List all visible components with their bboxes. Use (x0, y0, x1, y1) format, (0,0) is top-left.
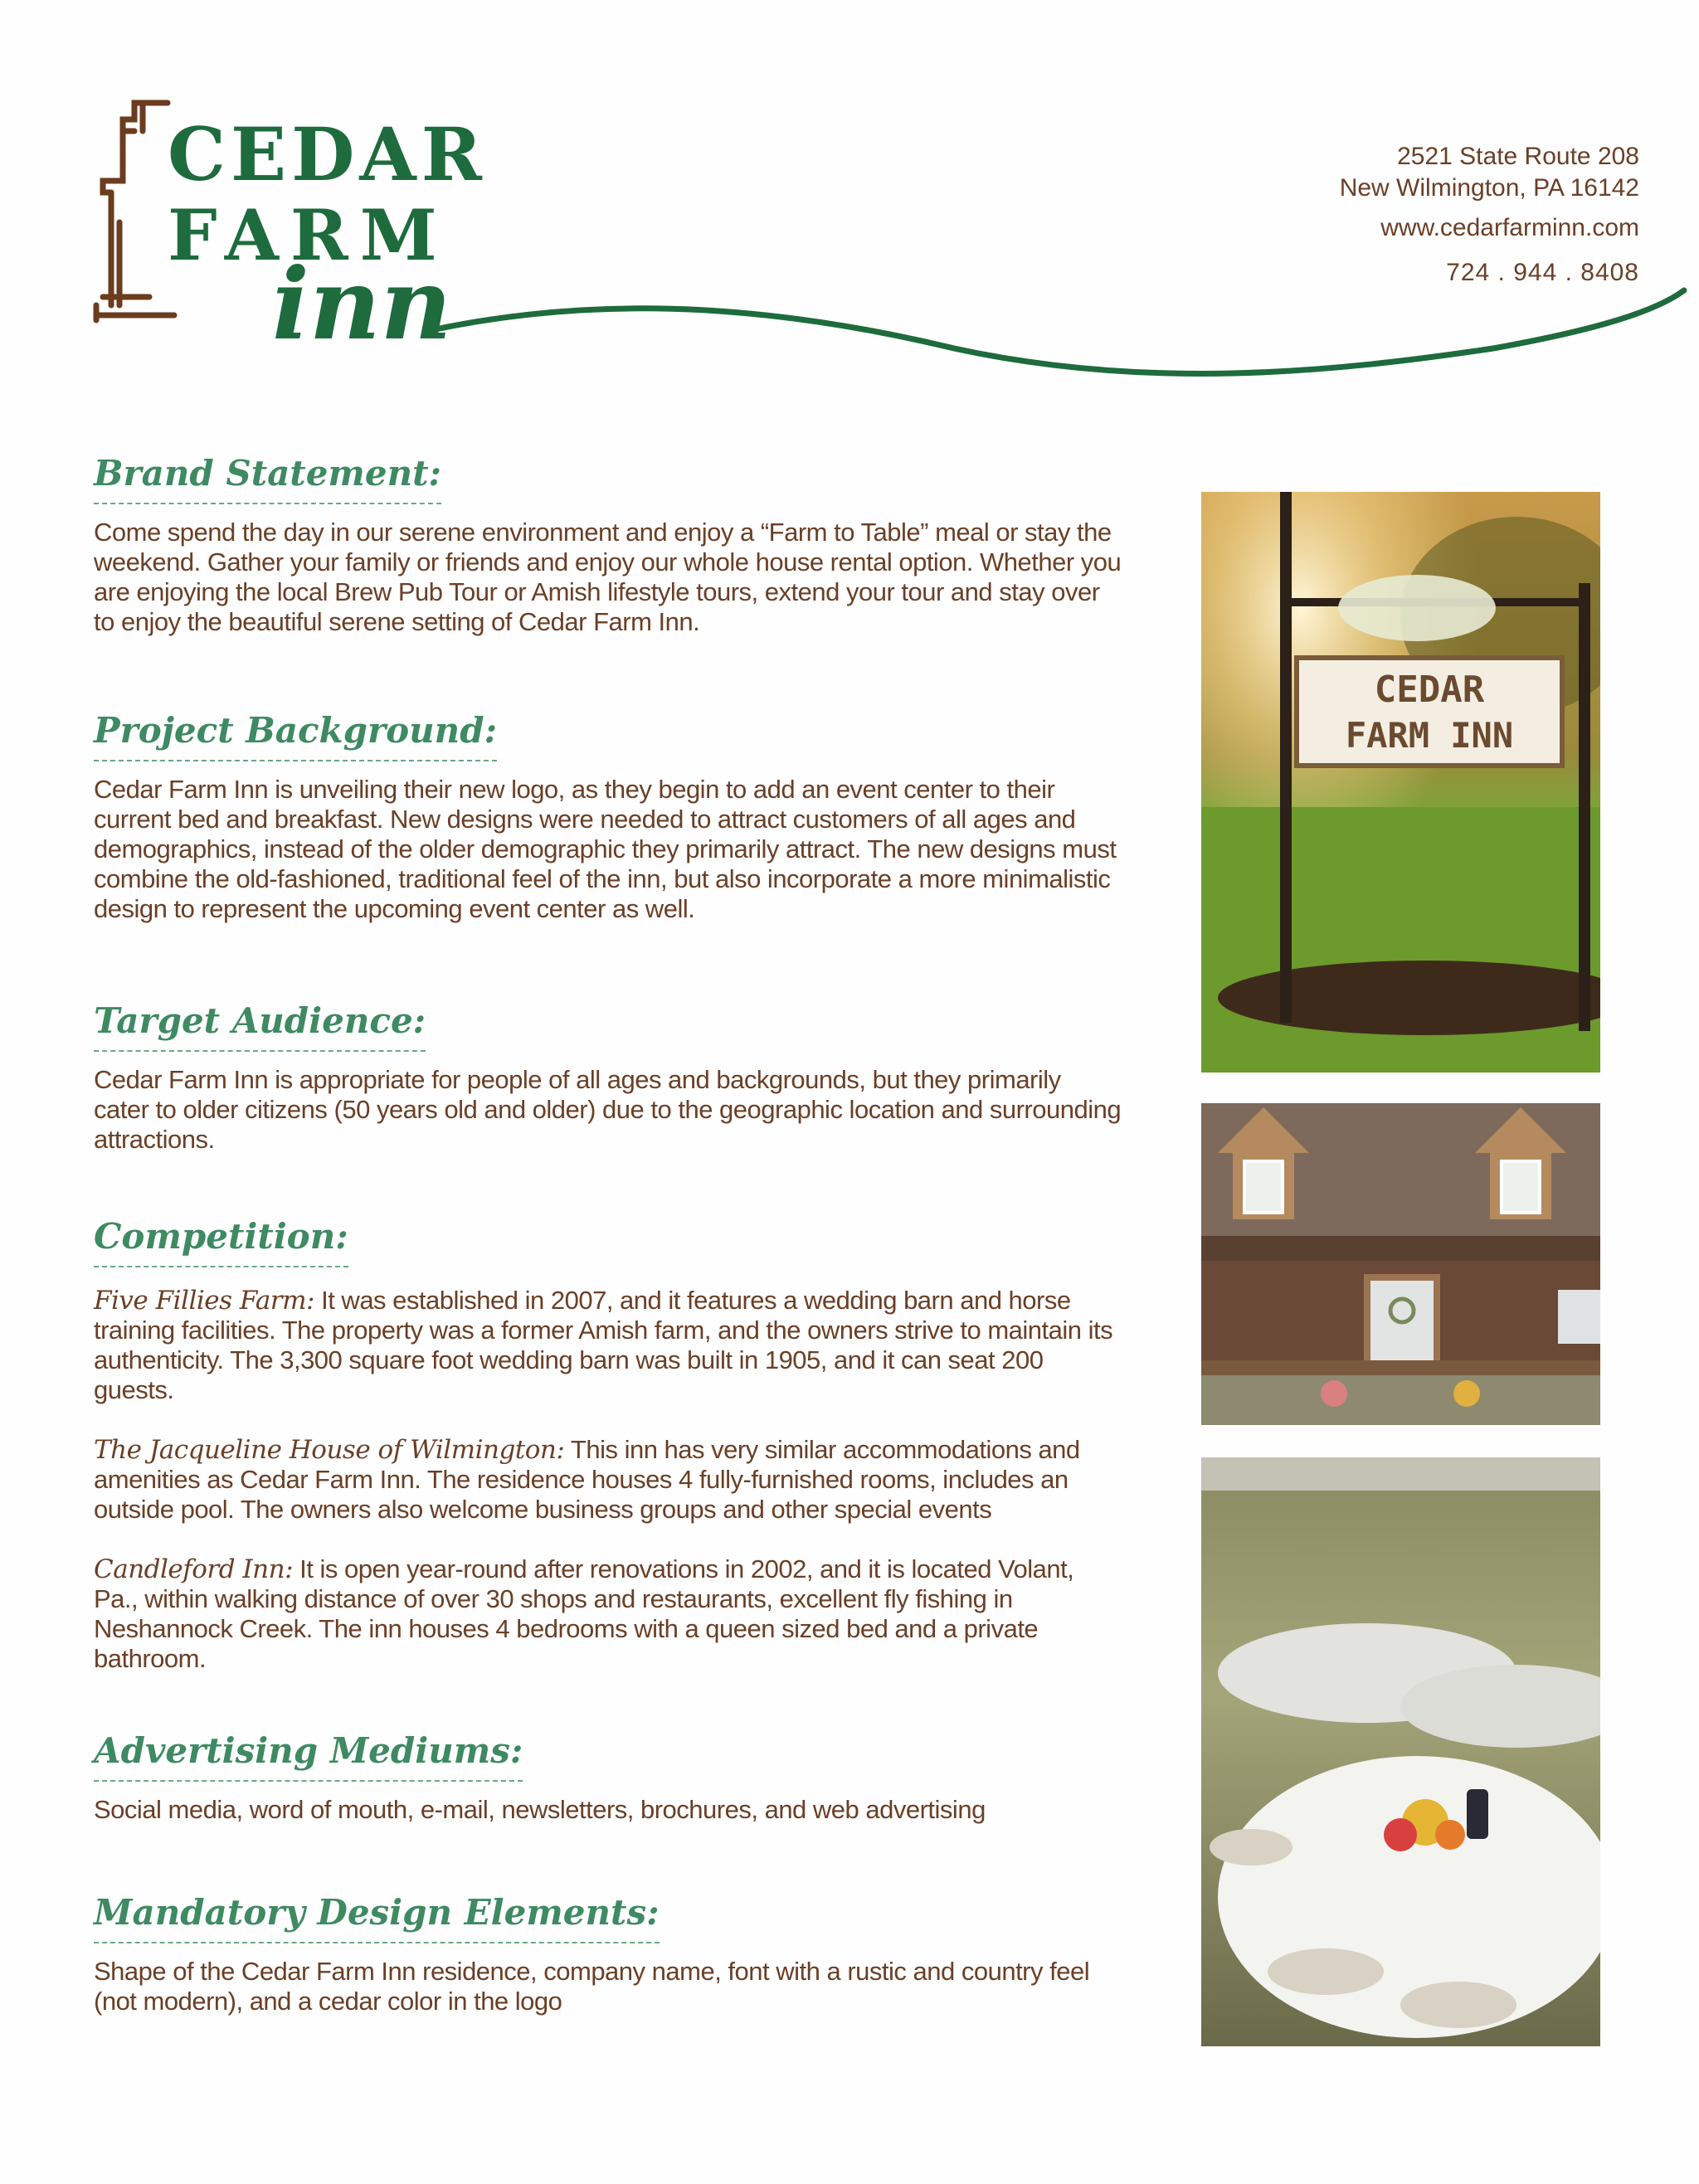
heading-mandatory-design-elements: Mandatory Design Elements: (94, 1895, 660, 1943)
photo-inn-sign (1201, 492, 1600, 1073)
section-advertising-mediums (94, 1730, 1122, 1825)
heading-project-background: Project Background: (94, 713, 497, 761)
competitor-item (94, 1435, 1122, 1525)
heading-target-audience: Target Audience: (94, 1004, 426, 1052)
heading-brand-statement: Brand Statement: (94, 456, 441, 504)
photo-event-tables (1201, 1457, 1600, 2046)
section-target-audience (94, 1000, 1122, 1155)
text-target-audience: Cedar Farm Inn is appropriate for people of all ages and backgrounds, but they primarily cater to older citizens (50 years old and older) due to the geographic location and surrounding attractions. (94, 1065, 1122, 1154)
photo-inn-house (1201, 1103, 1600, 1425)
text-mandatory-design-elements: Shape of the Cedar Farm Inn residence, company name, font with a rustic and country feel (not modern), and a cedar color in the logo (94, 1957, 1090, 2016)
section-mandatory-design-elements (94, 1892, 1122, 2016)
logo-word-farm: FARM (168, 194, 449, 276)
competitor-name: Five Fillies Farm: (94, 1286, 314, 1316)
competitor-text: This inn has very similar accommodations and amenities as Cedar Farm Inn. The residence houses 4 fully-furnished rooms, includes an outside pool. The owners also welcome business groups and other special events (94, 1435, 1080, 1524)
section-brand-statement (94, 453, 1122, 637)
contact-city: New Wilmington, PA 16142 (1339, 174, 1639, 202)
competitor-name: Candleford Inn: (94, 1554, 294, 1584)
logo-word-inn: inn (272, 246, 452, 362)
logo-word-cedar: CEDAR (168, 111, 487, 197)
contact-street: 2521 State Route 208 (1397, 143, 1639, 170)
contact-website[interactable]: www.cedarfarminn.com (1380, 214, 1639, 241)
heading-competition: Competition: (94, 1219, 348, 1267)
sign-text-line1: CEDAR (1374, 669, 1485, 711)
competitor-text: It was established in 2007, and it features a wedding barn and horse training facilities. The property was a former Amish farm, and the owners strive to maintain its authenticity. The 3,300 square foot wedding barn was built in 1905, and it can seat 200 guests. (94, 1286, 1113, 1404)
heading-advertising-mediums: Advertising Mediums: (94, 1734, 523, 1782)
contact-phone: 724 . 944 . 8408 (1446, 259, 1639, 286)
section-competition (94, 1216, 1122, 1674)
competitor-item (94, 1286, 1122, 1405)
header-swoosh-line (0, 282, 1699, 390)
section-project-background (94, 710, 1122, 924)
sign-text-line2: FARM INN (1345, 715, 1514, 756)
contact-info (1340, 141, 1639, 289)
competitor-item (94, 1554, 1122, 1674)
competitor-text: It is open year-round after renovations in 2002, and it is located Volant, Pa., within walking distance of over 30 shops and restaurants, excellent fly fishing in Neshannock Creek. The inn houses 4 bedrooms with a queen sized bed and a private bathroom. (94, 1554, 1074, 1673)
text-project-background: Cedar Farm Inn is unveiling their new logo, as they begin to add an event center to their current bed and breakfast. New designs were needed to attract customers of all ages and demographics, instead of the older demographic they primarily attract. The new designs must combine the old-fashioned, traditional feel of the inn, but also incorporate a more minimalistic design to represent the upcoming event center as well. (94, 775, 1117, 923)
competitor-name: The Jacqueline House of Wilmington: (94, 1435, 565, 1465)
text-advertising-mediums: Social media, word of mouth, e-mail, newsletters, brochures, and web advertising (94, 1795, 986, 1824)
text-brand-statement: Come spend the day in our serene environment and enjoy a “Farm to Table” meal or stay the weekend. Gather your family or friends and enjoy our whole house rental option. Whether you are enjoying the local Brew Pub Tour or Amish lifestyle tours, extend your tour and stay over to enjoy the beautiful serene setting of Cedar Farm Inn. (94, 518, 1122, 636)
